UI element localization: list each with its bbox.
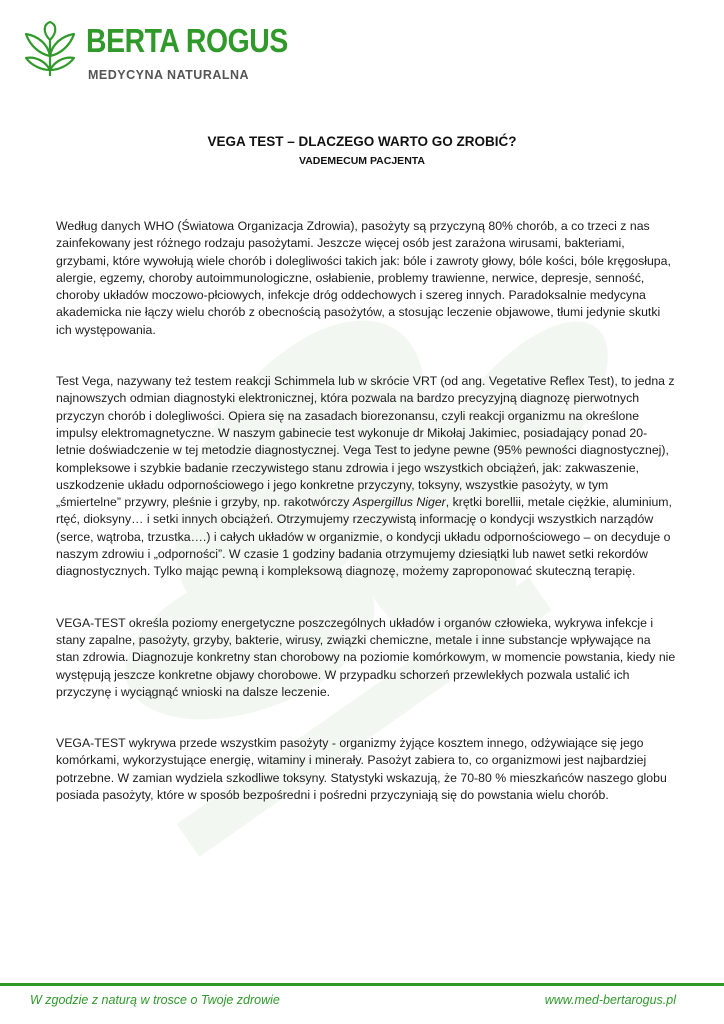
brand-tagline: MEDYCYNA NATURALNA — [88, 68, 250, 82]
brand-logo[interactable] — [22, 18, 288, 88]
paragraph-1: Według danych WHO (Światowa Organizacja Zdrowia), pasożyty są przyczyną 80% chorób, a co trzeci z nas zainfekowany jest różnego rodzaju pasożytami. Jeszcze więcej osób jest zarażona wirusami, bakteriami, grzybami, które wywołują wiele chorób i dolegliwości takich jak: bóle i zawroty głowy, bóle kości, bóle kręgosłupa, alergie, egzemy, choroby autoimmunologiczne, osłabienie, problemy trawienne, nerwice, depresje, senność, choroby układów moczowo-płciowych, infekcje dróg oddechowych i szereg innych. Paradoksalnie medycyna akademicka nie łączy wielu chorób z obecnością pasożytów, a stosując leczenie objawowe, tłumi jedynie skutki ich występowania. — [56, 219, 671, 337]
footer-divider — [0, 983, 724, 986]
leaves-icon — [22, 20, 78, 80]
document-subtitle: VADEMECUM PACJENTA — [298, 155, 425, 167]
brand-name: BERTA ROGUS — [86, 22, 288, 59]
paragraph-4: VEGA-TEST wykrywa przede wszystkim pasożyty - organizmy żyjące kosztem innego, odżywiające się jego komórkami, wykorzystujące energię, witaminy i minerały. Pasożyt zabiera to, co organizmowi jest najbardziej potrzebne. W zamian wydziela szkodliwe toksyny. Statystyki wskazują, że 70-80 % mieszkańców naszego globu posiada pasożyty, które w sposób bezpośredni i pośredni przyczyniają się do powstania wielu chorób. — [56, 736, 667, 803]
document-title: VEGA TEST – DLACZEGO WARTO GO ZROBIĆ? — [207, 134, 517, 149]
paragraph-2-text-b: , krętki borellii, metale ciężkie, aluminium, rtęć, dioksyny… i setki innych obciążeń. Otrzymujemy rzeczywistą informację o kondycji wszystkich narządów (serce, wątroba, trzustka….) i całych układów w organizmie, o kondycji układu odpornościowego – on decyduje o naszym zdrowiu i „odporności”. W czasie 1 godziny badania otrzymujemy dziesiątki lub nawet setki rekordów diagnostycznych. Tylko mając pewną i kompleksową diagnozę, możemy zaproponować skuteczną terapię. — [56, 495, 672, 579]
paragraph-2-text-a: Test Vega, nazywany też testem reakcji Schimmela lub w skrócie VRT (od ang. Vegetative Reflex Test), to jedna z najnowszych odmian diagnostyki elektronicznej, która pozwala na bardzo precyzyjną diagnozę pierwotnych przyczyn chorób i dolegliwości. Opiera się na zasadach biorezonansu, czyli reakcji organizmu na określone impulsy elektromagnetyczne. W naszym gabinecie test wykonuje dr Mikołaj Jakimiec, posiadający ponad 20-letnie doświadczenie w tej metodzie diagnostycznej. Vega Test to jedyne pewne (95% pewności diagnostycznej), kompleksowe i szybkie badanie rzeczywistego stanu zdrowia i jego wszystkich obciążeń, jak: zakwaszenie, uszkodzenie układu odpornościowego i jego konkretne przyczyny, toksyny, wszystkie pasożyty, w tym „śmiertelne” przywry, pleśnie i grzyby, np. rakotwórczy — [56, 374, 675, 510]
footer-slogan: W zgodzie z naturą w trosce o Twoje zdrowie — [30, 993, 280, 1007]
document-body — [56, 218, 676, 804]
paragraph-2-italic: Aspergillus Niger — [352, 495, 446, 510]
paragraph-2 — [56, 373, 676, 581]
paragraph-3: VEGA-TEST określa poziomy energetyczne poszczególnych układów i organów człowieka, wykrywa infekcje i stany zapalne, pasożyty, grzyby, bakterie, wirusy, związki chemiczne, metale i inne substancje wpływające na stan zdrowia. Diagnozuje konkretny stan chorobowy na poziomie komórkowym, w momencie powstania, kiedy nie występują jeszcze konkretne objawy chorobowe. W przypadku schorzeń przewlekłych pozwala ustalić ich przyczynę i wyciągnąć wnioski na dalsze leczenie. — [56, 615, 676, 699]
footer-website-link[interactable]: www.med-bertarogus.pl — [544, 993, 676, 1007]
